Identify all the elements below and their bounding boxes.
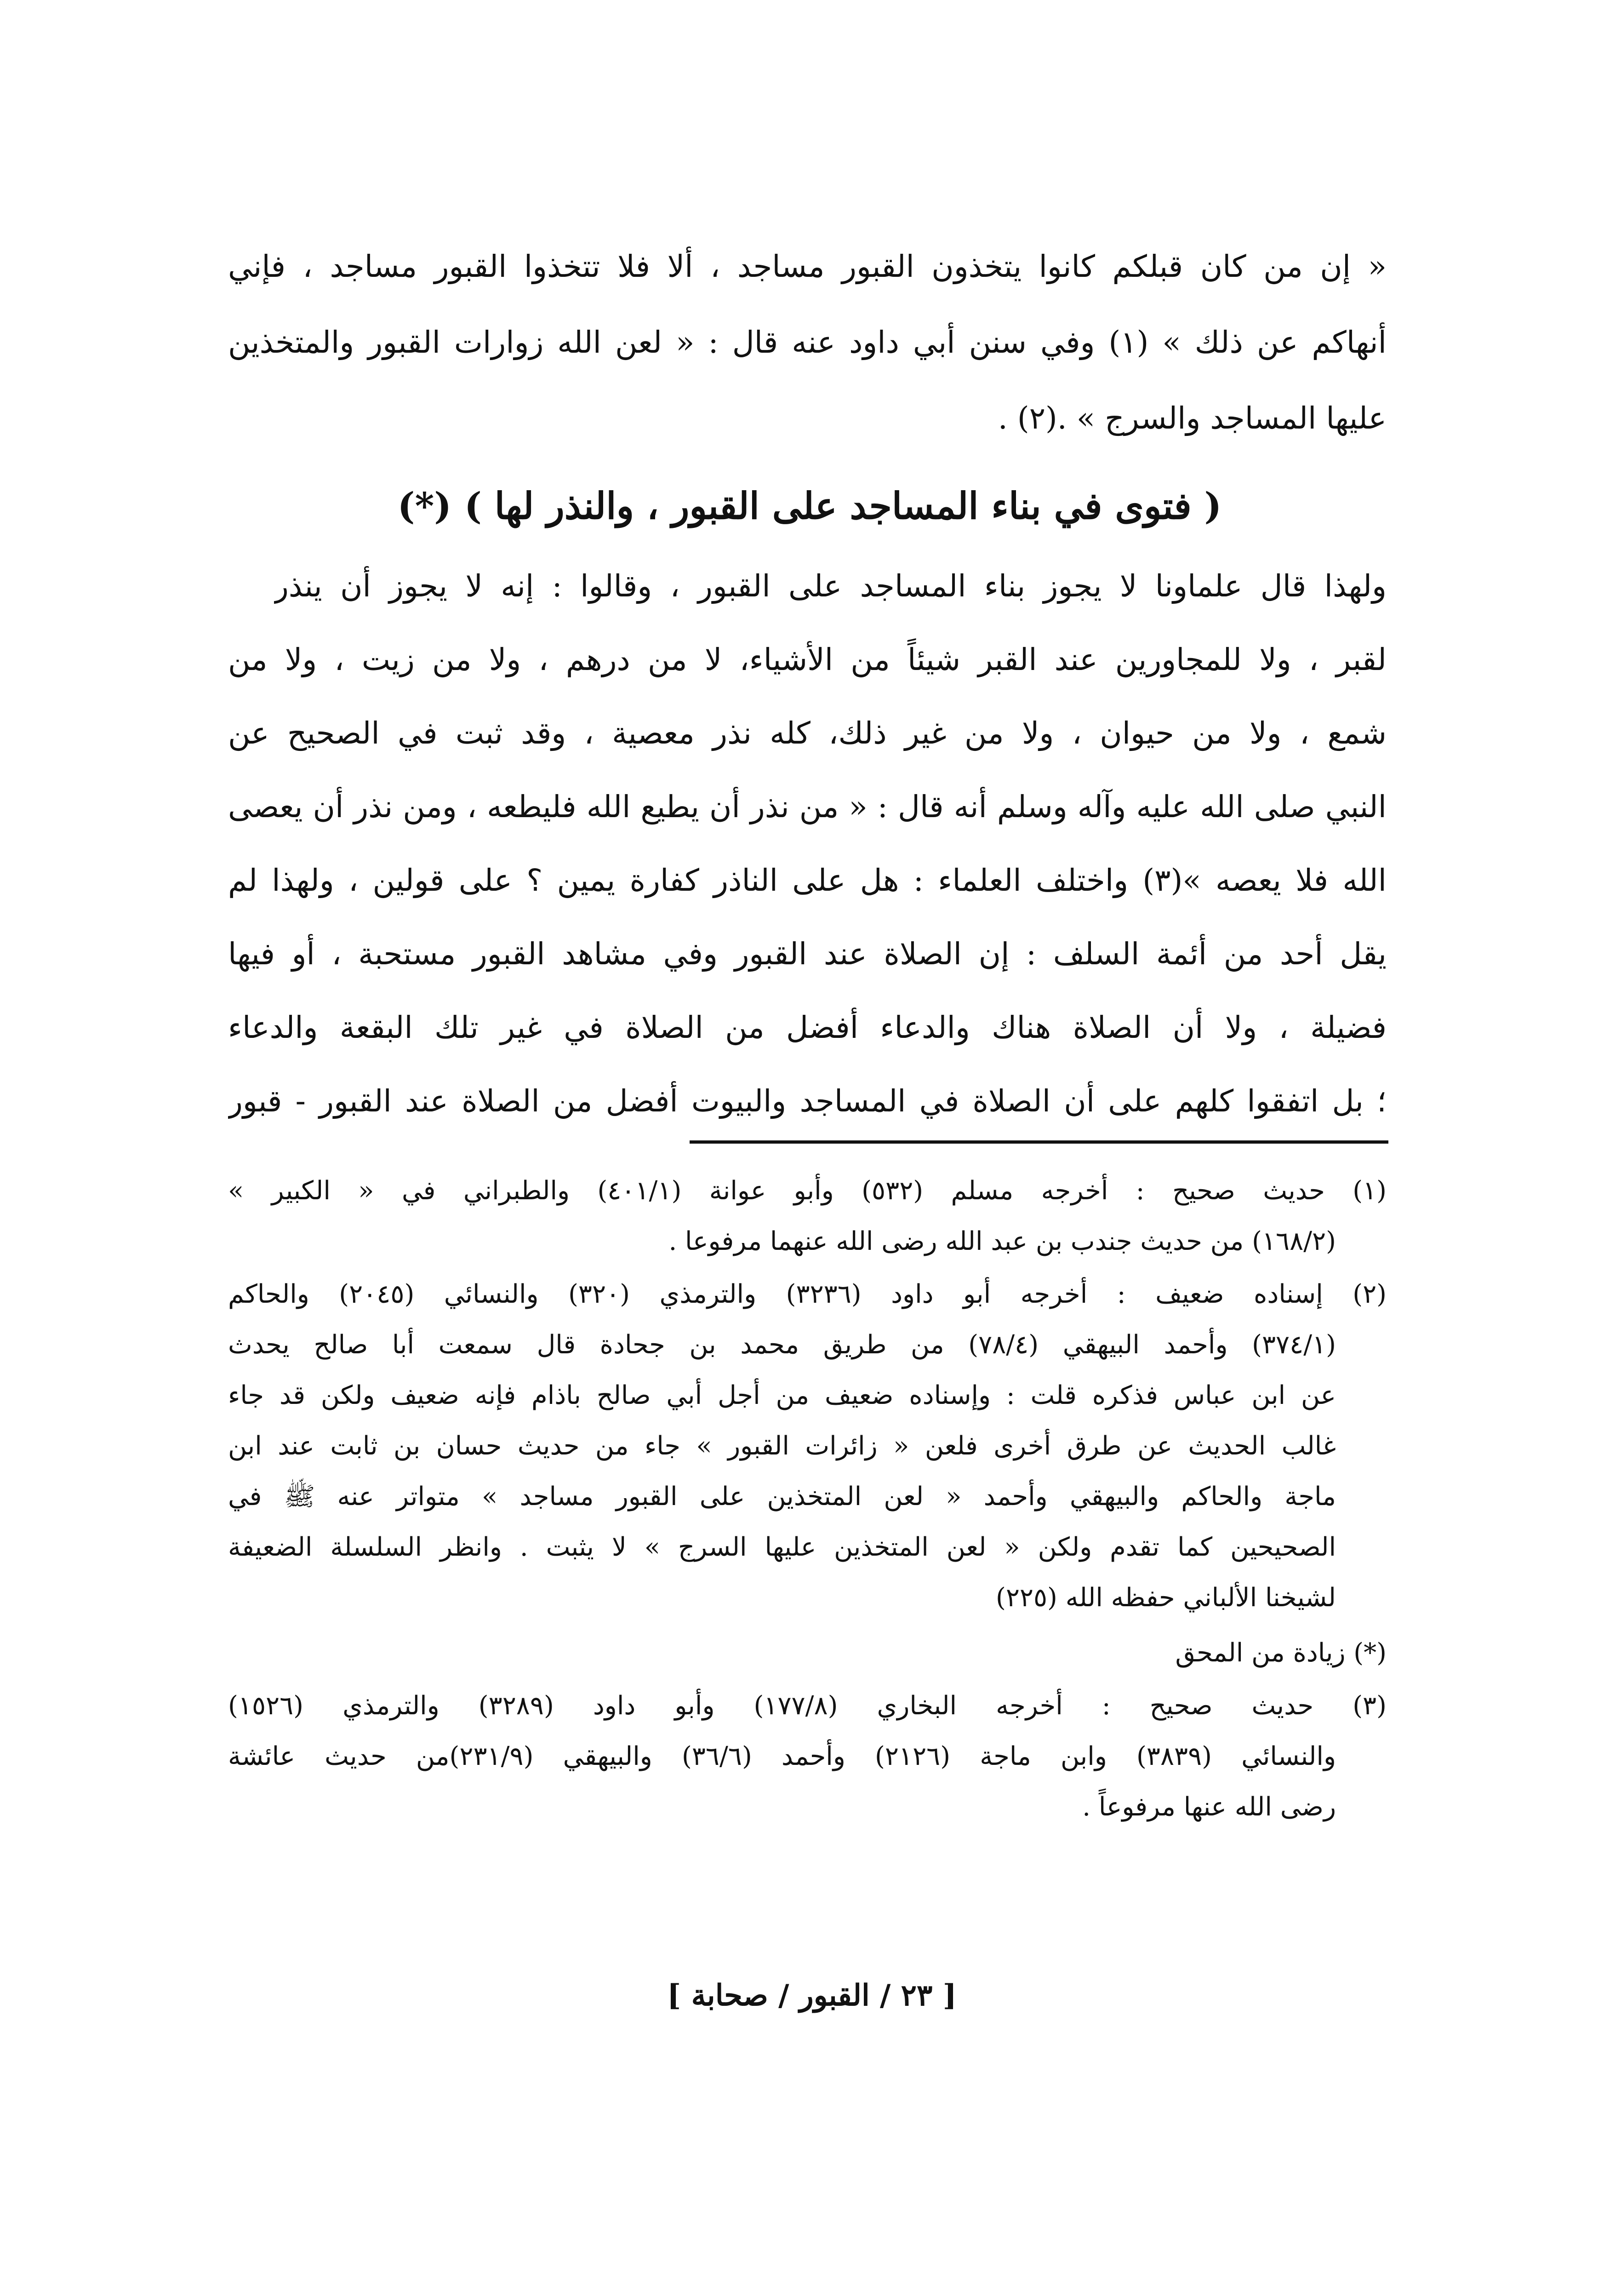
footnote-line: (٣٧٤/١) وأحمد البيهقي (٧٨/٤) من طريق محمد بن جحادة قال سمعت أبا صالح يحدث bbox=[228, 1330, 1336, 1360]
body-line: الله فلا يعصه »(٣) واختلف العلماء : هل على الناذر كفارة يمين ؟ على قولين ، ولهذا لم bbox=[228, 863, 1387, 898]
section-heading: ( فتوى في بناء المساجد على القبور ، والنذر لها ) (*) bbox=[397, 484, 1222, 527]
footnote-line: عن ابن عباس فذكره قلت : وإسناده ضعيف من أجل أبي صالح باذام فإنه ضعيف ولكن قد جاء bbox=[228, 1380, 1336, 1410]
body-line: لقبر ، ولا للمجاورين عند القبر شيئاً من الأشياء، لا من درهم ، ولا من زيت ، ولا من bbox=[228, 642, 1387, 677]
page-footer: [ ٢٣ / القبور / صحابة ] bbox=[667, 1978, 957, 2013]
body-line: يقل أحد من أئمة السلف : إن الصلاة عند القبور وفي مشاهد القبور مستحبة ، أو فيها bbox=[228, 936, 1387, 972]
body-line: عليها المساجد والسرج » .(٢) . bbox=[998, 401, 1387, 436]
body-line: شمع ، ولا من حيوان ، ولا من غير ذلك، كله نذر معصية ، وقد ثبت في الصحيح عن bbox=[228, 716, 1387, 751]
footnote-line: (٢) إسناده ضعيف : أخرجه أبو داود (٣٢٣٦) والترمذي (٣٢٠) والنسائي (٢٠٤٥) والحاكم bbox=[228, 1279, 1387, 1309]
footnote-line: غالب الحديث عن طرق أخرى فلعن « زائرات القبور » جاء من حديث حسان بن ثابت عند ابن bbox=[228, 1431, 1336, 1461]
footnote-line: (١٦٨/٢) من حديث جندب بن عبد الله رضى الله عنهما مرفوعا . bbox=[668, 1226, 1336, 1256]
body-line: ؛ بل اتفقوا كلهم على أن الصلاة في المساجد والبيوت أفضل من الصلاة عند القبور - قبور bbox=[228, 1083, 1387, 1119]
footnote-line: الصحيحين كما تقدم ولكن « لعن المتخذين عليها السرج » لا يثبت . وانظر السلسلة الضعيفة bbox=[228, 1532, 1336, 1562]
body-line: ولهذا قال علماونا لا يجوز بناء المساجد على القبور ، وقالوا : إنه لا يجوز أن ينذر bbox=[274, 568, 1387, 604]
body-line: فضيلة ، ولا أن الصلاة هناك والدعاء أفضل من الصلاة في غير تلك البقعة والدعاء bbox=[228, 1010, 1387, 1045]
footnote-separator bbox=[690, 1140, 1388, 1144]
footnote-line: والنسائي (٣٨٣٩) وابن ماجة (٢١٢٦) وأحمد (٣٦/٦) والبيهقي (٢٣١/٩)من حديث عائشة bbox=[228, 1741, 1336, 1771]
body-line: أنهاكم عن ذلك » (١) وفي سنن أبي داود عنه قال : « لعن الله زوارات القبور والمتخذين bbox=[228, 325, 1387, 360]
footnote-line: ماجة والحاكم والبيهقي وأحمد « لعن المتخذين على القبور مساجد » متواتر عنه ﷺ في bbox=[228, 1482, 1336, 1512]
footnote-line: (٣) حديث صحيح : أخرجه البخاري (١٧٧/٨) وأبو داود (٣٢٨٩) والترمذي (١٥٢٦) bbox=[228, 1691, 1387, 1721]
footnote-line: (*) زيادة من المحق bbox=[1175, 1638, 1387, 1668]
body-line: النبي صلى الله عليه وآله وسلم أنه قال : « من نذر أن يطيع الله فليطعه ، ومن نذر أن يعصى bbox=[228, 789, 1387, 824]
footnote-line: (١) حديث صحيح : أخرجه مسلم (٥٣٢) وأبو عوانة (٤٠١/١) والطبراني في « الكبير » bbox=[228, 1176, 1387, 1206]
footnote-line: لشيخنا الألباني حفظه الله (٢٢٥) bbox=[995, 1583, 1336, 1613]
footnote-line: رضى الله عنها مرفوعاً . bbox=[1082, 1792, 1336, 1822]
body-line: « إن من كان قبلكم كانوا يتخذون القبور مساجد ، ألا فلا تتخذوا القبور مساجد ، فإني bbox=[228, 249, 1387, 284]
